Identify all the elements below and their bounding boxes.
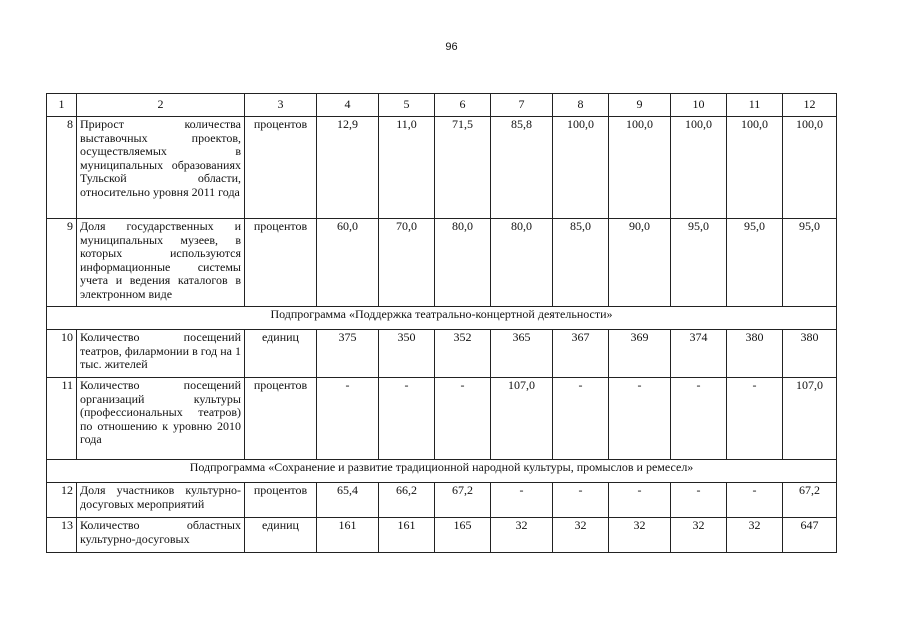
value-cell: 375 [317, 330, 379, 378]
table-row [47, 518, 837, 553]
indicator-name: Количество посещений театров, филармонии в год на 1 тыс. жителей [77, 330, 245, 378]
value-cell: 71,5 [435, 117, 491, 219]
row-number: 13 [47, 518, 77, 553]
unit-cell: единиц [245, 518, 317, 553]
indicator-name: Доля участников культурно-досуговых мероприятий [77, 483, 245, 518]
value-cell: - [609, 378, 671, 460]
value-cell: 367 [553, 330, 609, 378]
value-cell: 374 [671, 330, 727, 378]
table-header-row [47, 94, 837, 117]
value-cell: 67,2 [435, 483, 491, 518]
value-cell: 100,0 [783, 117, 837, 219]
indicator-name: Количество областных культурно-досуговых [77, 518, 245, 553]
value-cell: 11,0 [379, 117, 435, 219]
value-cell: 161 [379, 518, 435, 553]
column-number-header: 12 [783, 94, 837, 117]
indicator-name: Доля государственных и муниципальных музеев, в которых используются информационные системы учета и ведения каталогов в электронном виде [77, 219, 245, 307]
page-number: 96 [445, 41, 458, 53]
value-cell: 350 [379, 330, 435, 378]
unit-cell: единиц [245, 330, 317, 378]
row-number: 10 [47, 330, 77, 378]
column-number-header: 7 [491, 94, 553, 117]
value-cell: - [379, 378, 435, 460]
subprogram-row [47, 460, 837, 483]
value-cell: 100,0 [671, 117, 727, 219]
value-cell: - [435, 378, 491, 460]
value-cell: 60,0 [317, 219, 379, 307]
value-cell: - [609, 483, 671, 518]
column-number-header: 3 [245, 94, 317, 117]
indicator-name: Прирост количества выставочных проектов, осуществляемых в муниципальных образованиях Тульской области, относительно уровня 2011 года [77, 117, 245, 219]
value-cell: 100,0 [553, 117, 609, 219]
table-row [47, 330, 837, 378]
column-number-header: 4 [317, 94, 379, 117]
value-cell: 32 [671, 518, 727, 553]
value-cell: 12,9 [317, 117, 379, 219]
value-cell: 161 [317, 518, 379, 553]
value-cell: 80,0 [491, 219, 553, 307]
value-cell: 100,0 [609, 117, 671, 219]
value-cell: 32 [553, 518, 609, 553]
column-number-header: 6 [435, 94, 491, 117]
value-cell: - [671, 483, 727, 518]
table-row [47, 483, 837, 518]
column-number-header: 2 [77, 94, 245, 117]
value-cell: 100,0 [727, 117, 783, 219]
value-cell: - [553, 483, 609, 518]
column-number-header: 9 [609, 94, 671, 117]
value-cell: 67,2 [783, 483, 837, 518]
value-cell: 90,0 [609, 219, 671, 307]
row-number: 9 [47, 219, 77, 307]
value-cell: 107,0 [491, 378, 553, 460]
value-cell: - [553, 378, 609, 460]
value-cell: 365 [491, 330, 553, 378]
value-cell: 65,4 [317, 483, 379, 518]
value-cell: 165 [435, 518, 491, 553]
value-cell: 95,0 [671, 219, 727, 307]
value-cell: 95,0 [783, 219, 837, 307]
table-row [47, 378, 837, 460]
subprogram-title: Подпрограмма «Сохранение и развитие традиционной народной культуры, промыслов и ремесел» [47, 460, 837, 483]
value-cell: - [671, 378, 727, 460]
value-cell: 85,0 [553, 219, 609, 307]
value-cell: 380 [783, 330, 837, 378]
column-number-header: 1 [47, 94, 77, 117]
column-number-header: 10 [671, 94, 727, 117]
unit-cell: процентов [245, 378, 317, 460]
value-cell: 80,0 [435, 219, 491, 307]
value-cell: 66,2 [379, 483, 435, 518]
subprogram-title: Подпрограмма «Поддержка театрально-концертной деятельности» [47, 307, 837, 330]
value-cell: - [317, 378, 379, 460]
value-cell: 32 [491, 518, 553, 553]
unit-cell: процентов [245, 117, 317, 219]
row-number: 12 [47, 483, 77, 518]
column-number-header: 5 [379, 94, 435, 117]
value-cell: 380 [727, 330, 783, 378]
indicator-name: Количество посещений организаций культуры (профессиональных театров) по отношению к уровню 2010 года [77, 378, 245, 460]
value-cell: 95,0 [727, 219, 783, 307]
row-number: 11 [47, 378, 77, 460]
indicators-table [46, 93, 837, 553]
column-number-header: 8 [553, 94, 609, 117]
value-cell: 107,0 [783, 378, 837, 460]
value-cell: 70,0 [379, 219, 435, 307]
unit-cell: процентов [245, 483, 317, 518]
value-cell: 369 [609, 330, 671, 378]
value-cell: 352 [435, 330, 491, 378]
value-cell: 32 [609, 518, 671, 553]
column-number-header: 11 [727, 94, 783, 117]
table-row [47, 117, 837, 219]
value-cell: 32 [727, 518, 783, 553]
value-cell: 85,8 [491, 117, 553, 219]
value-cell: - [727, 483, 783, 518]
value-cell: - [491, 483, 553, 518]
row-number: 8 [47, 117, 77, 219]
table-row [47, 219, 837, 307]
unit-cell: процентов [245, 219, 317, 307]
value-cell: - [727, 378, 783, 460]
value-cell: 647 [783, 518, 837, 553]
subprogram-row [47, 307, 837, 330]
